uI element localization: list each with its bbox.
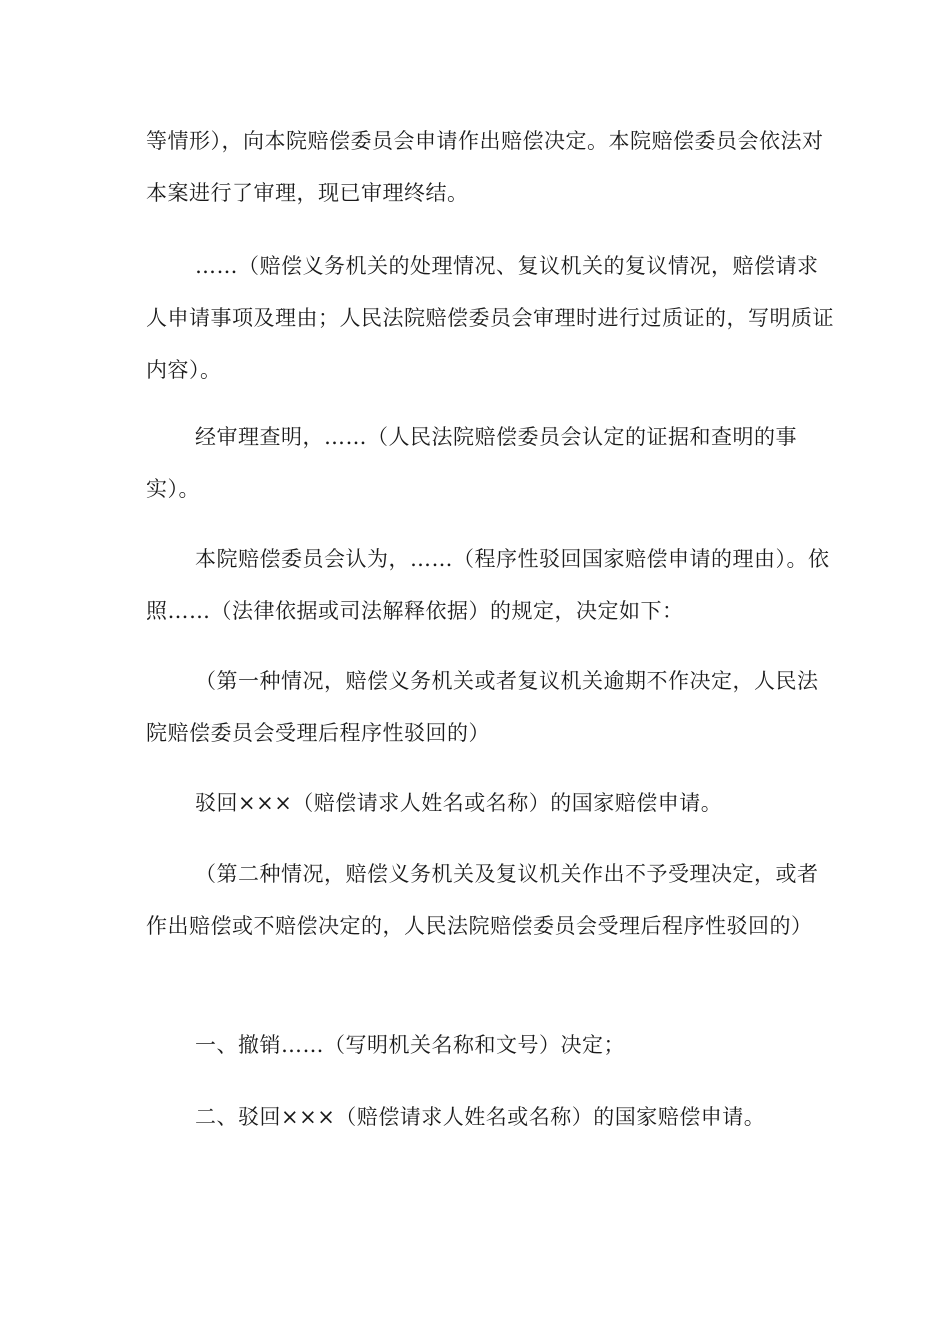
paragraph-case-two-note: （第二种情况，赔偿义务机关及复议机关作出不予受理决定，或者作出赔偿或不赔偿决定的，人民法院赔偿委员会受理后程序性驳回的） [146,862,819,938]
paragraph-decision-item-one: 一、撤销……（写明机关名称和文号）决定； [195,1033,625,1057]
paragraph-continuation: 等情形），向本院赔偿委员会申请作出赔偿决定。本院赔偿委员会依法对本案进行了审理，现已审理终结。 [146,129,824,205]
paragraph-findings: 经审理查明，……（人民法院赔偿委员会认定的证据和查明的事实）。 [146,425,797,501]
paragraph-case-one-note: （第一种情况，赔偿义务机关或者复议机关逾期不作决定，人民法院赔偿委员会受理后程序性驳回的） [146,669,819,745]
paragraph-case-one-decision: 驳回×××（赔偿请求人姓名或名称）的国家赔偿申请。 [195,791,723,815]
paragraph-handling-situation: ……（赔偿义务机关的处理情况、复议机关的复议情况，赔偿请求人申请事项及理由；人民法院赔偿委员会审理时进行过质证的，写明质证内容）。 [146,254,834,382]
paragraph-reasoning: 本院赔偿委员会认为，……（程序性驳回国家赔偿申请的理由）。依照……（法律依据或司法解释依据）的规定，决定如下： [146,547,830,623]
paragraph-decision-item-two: 二、驳回×××（赔偿请求人姓名或名称）的国家赔偿申请。 [195,1105,766,1129]
